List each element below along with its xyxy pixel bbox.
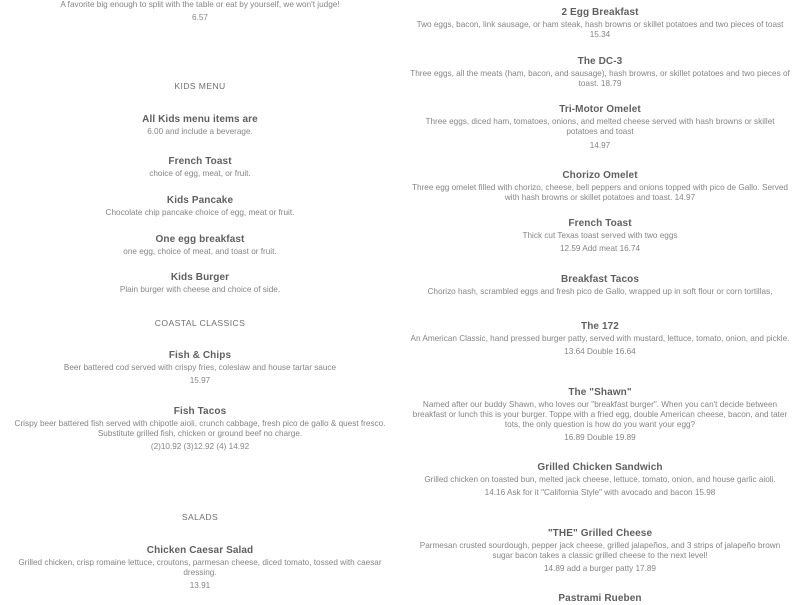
section-heading-coastal-classics: COASTAL CLASSICS bbox=[154, 318, 246, 328]
item-title: Fish Tacos bbox=[173, 406, 227, 417]
item-description: Plain burger with cheese and choice of side. bbox=[119, 285, 281, 294]
item-title: Kids Burger bbox=[170, 272, 230, 283]
menu-item-french-toast bbox=[410, 218, 790, 254]
section-heading-kids-menu: KIDS MENU bbox=[174, 81, 226, 91]
menu-item-breakfast-tacos bbox=[410, 274, 790, 297]
salad-item-chicken-caesar bbox=[10, 545, 390, 591]
right-menu-column bbox=[410, 0, 790, 604]
menu-item-the-grilled-cheese bbox=[410, 528, 790, 574]
item-title: The DC-3 bbox=[577, 56, 623, 67]
item-title: One egg breakfast bbox=[155, 234, 245, 245]
item-title: Pastrami Rueben bbox=[558, 593, 642, 604]
coastal-item-fish-chips bbox=[10, 350, 390, 386]
item-title: 2 Egg Breakfast bbox=[561, 7, 639, 18]
item-description: 6.00 and include a beverage. bbox=[147, 127, 253, 136]
item-title: The "Shawn" bbox=[568, 387, 632, 398]
item-title: French Toast bbox=[568, 218, 632, 229]
kids-item-burger bbox=[10, 272, 390, 295]
item-description: Two eggs, bacon, link sausage, or ham steak, hash browns or skillet potatoes and two pieces of toast 15.34 bbox=[416, 20, 784, 39]
item-description: Beer battered cod served with crispy fries, coleslaw and house tartar sauce bbox=[63, 363, 337, 372]
kids-menu-note bbox=[10, 114, 390, 137]
item-title: Kids Pancake bbox=[166, 195, 234, 206]
item-price: 13.91 bbox=[189, 581, 211, 590]
item-description: Chorizo hash, scrambled eggs and fresh pico de Gallo, wrapped up in soft flour or corn tortillas, bbox=[427, 287, 773, 296]
item-price: 14.97 bbox=[589, 141, 611, 150]
item-description: Crispy beer battered fish served with chipotle aioli, crunch cabbage, fresh pico de gallo & quest fresco. Substitute grilled fish, chicken or ground beef no charge. bbox=[14, 419, 386, 438]
item-price: 16.89 Double 19.89 bbox=[564, 433, 636, 442]
menu-item-dc-3 bbox=[410, 56, 790, 89]
item-title: Fish & Chips bbox=[168, 350, 232, 361]
item-price: 14.89 add a burger patty 17.89 bbox=[544, 564, 656, 573]
item-price: 14.16 Ask for it "California Style" with avocado and bacon 15.98 bbox=[484, 488, 716, 497]
item-description: A favorite big enough to split with the table or eat by yourself, we won't judge! bbox=[60, 0, 340, 9]
item-title: Tri-Motor Omelet bbox=[559, 104, 641, 115]
menu-item-top bbox=[10, 0, 390, 23]
coastal-item-fish-tacos bbox=[10, 406, 390, 452]
item-price: (2)10.92 (3)12.92 (4) 14.92 bbox=[150, 442, 250, 451]
item-title: Chorizo Omelet bbox=[562, 170, 638, 181]
menu-item-the-shawn bbox=[410, 387, 790, 443]
item-description: Named after our buddy Shawn, who loves our "breakfast burger". When you can't decide between breakfast or lunch this is your burger. Toppe with a fried egg, double American cheese, bacon, and tater tots, the only question is how do you want your egg? bbox=[412, 400, 788, 429]
menu-item-grilled-chicken-sandwich bbox=[410, 462, 790, 498]
kids-item-pancake bbox=[10, 195, 390, 218]
kids-item-one-egg-breakfast bbox=[10, 234, 390, 257]
item-description: choice of egg, meat, or fruit. bbox=[149, 169, 251, 178]
item-title: Chicken Caesar Salad bbox=[146, 545, 254, 556]
item-description: Grilled chicken on toasted bun, melted jack cheese, lettuce, tomato, onion, and house garlic aioli. bbox=[424, 475, 776, 484]
menu-item-chorizo-omelet bbox=[410, 170, 790, 203]
menu-item-tri-motor-omelet bbox=[410, 104, 790, 151]
item-title: Grilled Chicken Sandwich bbox=[537, 462, 663, 473]
item-description: Chocolate chip pancake choice of egg, meat or fruit. bbox=[105, 208, 295, 217]
item-title: Breakfast Tacos bbox=[560, 274, 640, 285]
menu-item-2-egg-breakfast bbox=[410, 7, 790, 40]
item-description: Three eggs, all the meats (ham, bacon, and sausage), hash browns, or skillet potatoes and two pieces of toast. 18.79 bbox=[410, 69, 790, 88]
item-price: 15.97 bbox=[189, 376, 211, 385]
left-menu-column bbox=[10, 0, 390, 600]
menu-item-the-172 bbox=[410, 321, 790, 357]
item-description: one egg, choice of meat, and toast or fruit. bbox=[123, 247, 277, 256]
item-description: An American Classic, hand pressed burger patty, served with mustard, lettuce, tomato, onion, and pickle. bbox=[410, 334, 790, 343]
item-description: Three eggs, diced ham, tomatoes, onions, and melted cheese served with hash browns or skillet potatoes and toast bbox=[425, 117, 775, 136]
item-description: Parmesan crusted sourdough, pepper jack cheese, grilled jalapeños, and 3 strips of jalapeño brown sugar bacon takes a classic grilled cheese to the next level! bbox=[419, 541, 781, 560]
menu-item-pastrami-rueben bbox=[410, 593, 790, 605]
item-title: All Kids menu items are bbox=[142, 114, 258, 125]
item-title: French Toast bbox=[168, 156, 232, 167]
item-description: Thick cut Texas toast served with two eggs bbox=[522, 231, 678, 240]
item-title: The 172 bbox=[581, 321, 619, 332]
item-description: Three egg omelet filled with chorizo, cheese, bell peppers and onions topped with pico de Gallo. Served with hash browns or skillet potatoes and toast. 14.97 bbox=[412, 183, 788, 202]
kids-item-french-toast bbox=[10, 156, 390, 179]
item-price: 12.59 Add meat 16.74 bbox=[559, 244, 641, 253]
section-heading-salads: SALADS bbox=[181, 512, 219, 522]
item-price: 13.64 Double 16.64 bbox=[564, 347, 636, 356]
item-description: Grilled chicken, crisp romaine lettuce, croutons, parmesan cheese, diced tomato, tossed with caesar dressing. bbox=[18, 558, 382, 577]
item-title: "THE" Grilled Cheese bbox=[547, 528, 653, 539]
item-price: 6.57 bbox=[192, 13, 208, 22]
